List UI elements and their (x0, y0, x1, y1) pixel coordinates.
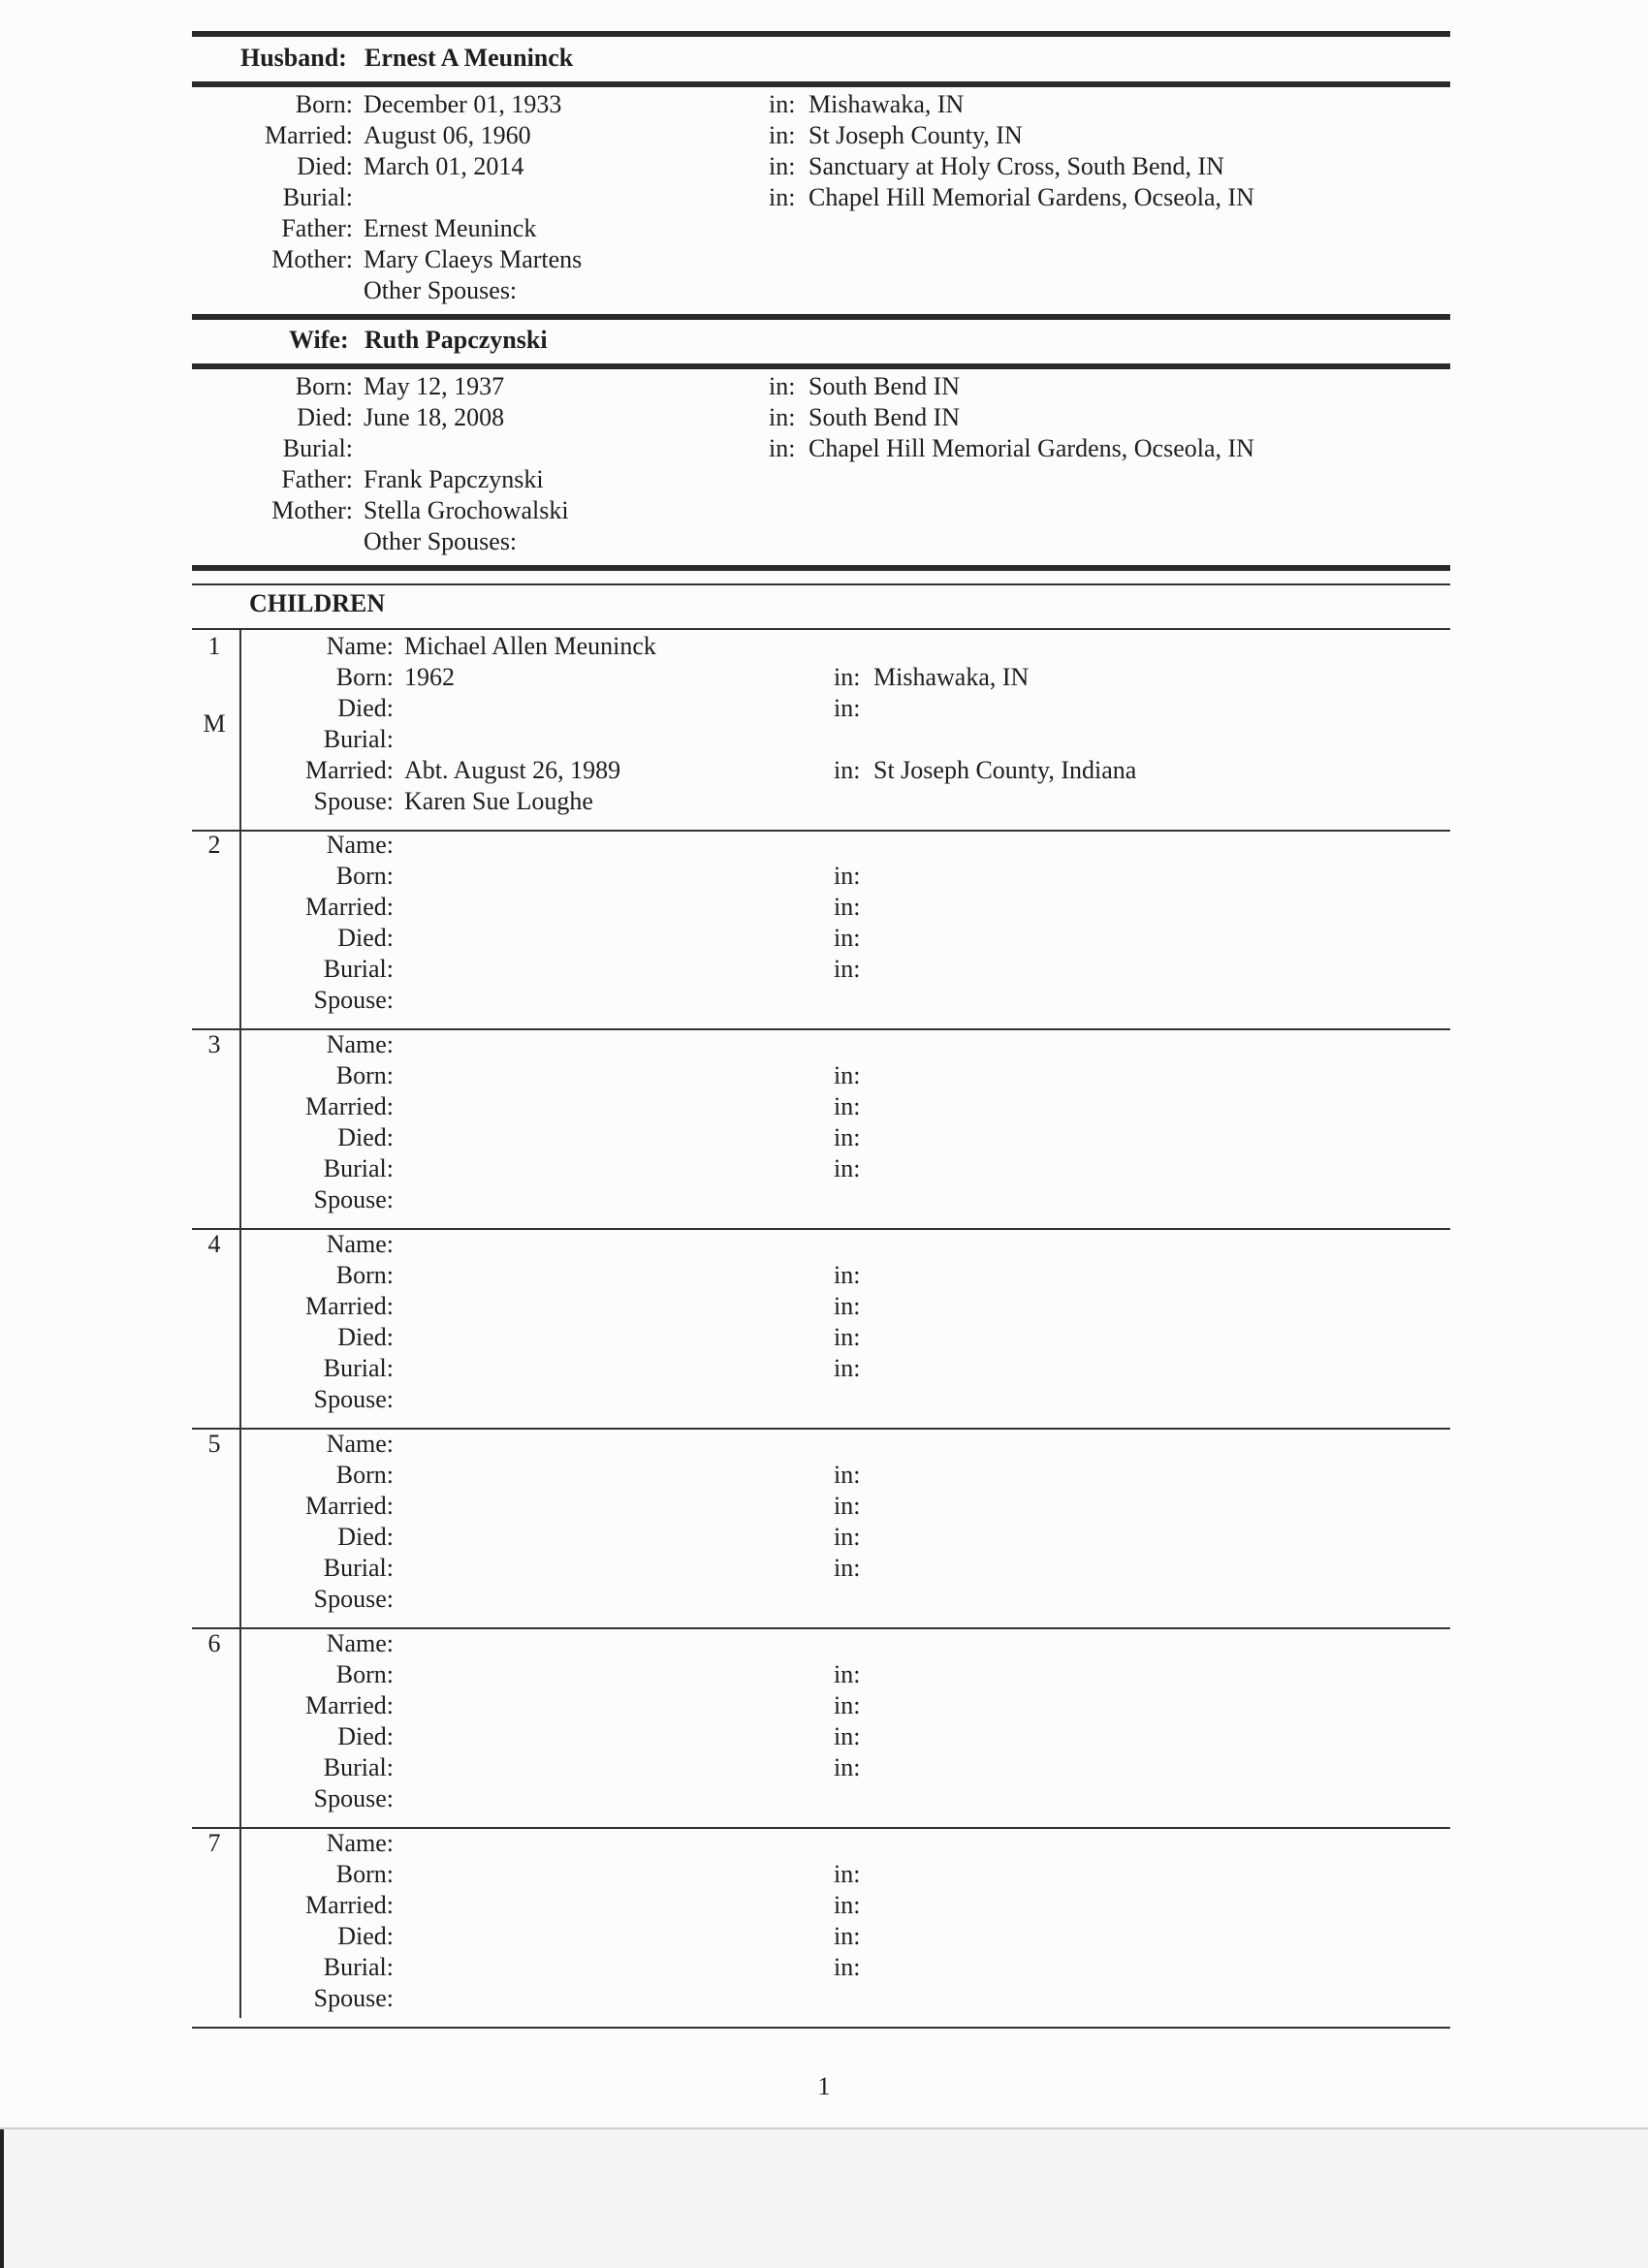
child-number: 7 (207, 1829, 221, 1857)
field-label: Burial: (323, 955, 394, 983)
field-label: Mother: (271, 496, 353, 524)
field-label: Died: (337, 924, 394, 952)
field-label: Died: (297, 152, 353, 180)
in-label: in: (834, 756, 861, 784)
field-label: Name: (326, 1430, 394, 1458)
field-label: Married: (305, 756, 394, 784)
field-label: Name: (326, 831, 394, 859)
in-label: in: (834, 1753, 861, 1781)
place-value: Chapel Hill Memorial Gardens, Ocseola, IN (808, 183, 1254, 211)
place-value: Mishawaka, IN (808, 90, 965, 118)
in-label: in: (834, 1660, 861, 1688)
in-label: in: (834, 1261, 861, 1289)
in-label: in: (769, 372, 796, 400)
field-value: Frank Papczynski (364, 465, 544, 493)
page-number: 1 (817, 2072, 831, 2100)
field-label: Burial: (323, 1753, 394, 1781)
in-label: in: (834, 1523, 861, 1551)
in-label: in: (834, 1061, 861, 1089)
in-label: in: (834, 1554, 861, 1582)
field-label: Born: (335, 1660, 394, 1688)
divider (192, 31, 1450, 37)
field-label: Spouse: (313, 787, 394, 815)
in-label: in: (834, 955, 861, 983)
field-label: Burial: (323, 1953, 394, 1981)
child-number: 4 (207, 1230, 221, 1258)
field-value: Karen Sue Loughe (404, 787, 593, 815)
field-label: Spouse: (313, 1585, 394, 1613)
field-label: Born: (335, 1461, 394, 1489)
field-label: Name: (326, 1829, 394, 1857)
field-label: Died: (297, 403, 353, 431)
in-label: in: (769, 90, 796, 118)
in-label: in: (834, 1922, 861, 1950)
in-label: in: (834, 1123, 861, 1151)
field-label: Born: (335, 663, 394, 691)
child-number: 3 (207, 1030, 221, 1058)
field-label: Name: (326, 632, 394, 660)
place-value: Mishawaka, IN (873, 663, 1030, 691)
scan-edge (0, 2129, 4, 2268)
child-number: 1 (207, 632, 221, 660)
field-value: March 01, 2014 (364, 152, 524, 180)
in-label: in: (834, 1953, 861, 1981)
in-label: in: (834, 1154, 861, 1182)
place-value: South Bend IN (808, 403, 960, 431)
in-label: in: (834, 663, 861, 691)
field-label: Died: (337, 1523, 394, 1551)
field-label: Married: (305, 1492, 394, 1520)
in-label: in: (769, 434, 796, 462)
field-label: Spouse: (313, 986, 394, 1014)
field-label: Burial: (282, 183, 353, 211)
place-value: South Bend IN (808, 372, 960, 400)
field-label: Married: (265, 121, 353, 149)
scan-bottom-margin (0, 2127, 1648, 2268)
field-label: Married: (305, 1292, 394, 1320)
divider (192, 565, 1450, 571)
in-label: in: (834, 1722, 861, 1750)
husband-name: Ernest A Meuninck (364, 44, 574, 72)
in-label: in: (834, 694, 861, 722)
in-label: in: (834, 1354, 861, 1382)
divider (192, 363, 1450, 369)
field-label: Spouse: (313, 1185, 394, 1213)
field-value: Ernest Meuninck (364, 214, 537, 242)
in-label: in: (834, 1461, 861, 1489)
field-label: Burial: (323, 1554, 394, 1582)
place-value: St Joseph County, Indiana (873, 756, 1137, 784)
in-label: in: (834, 1292, 861, 1320)
in-label: in: (769, 403, 796, 431)
wife-other-spouses-label: Other Spouses: (364, 527, 518, 555)
field-label: Born: (335, 862, 394, 890)
field-label: Died: (337, 1123, 394, 1151)
in-label: in: (834, 924, 861, 952)
field-value: December 01, 1933 (364, 90, 562, 118)
field-label: Married: (305, 1891, 394, 1919)
field-label: Burial: (323, 1354, 394, 1382)
child-number: 5 (207, 1430, 221, 1458)
field-label: Name: (326, 1030, 394, 1058)
wife-name: Ruth Papczynski (364, 326, 548, 354)
field-label: Born: (335, 1860, 394, 1888)
field-label: Father: (281, 214, 353, 242)
in-label: in: (834, 1860, 861, 1888)
field-label: Burial: (282, 434, 353, 462)
place-value: Chapel Hill Memorial Gardens, Ocseola, IN (808, 434, 1254, 462)
field-label: Burial: (323, 1154, 394, 1182)
field-label: Spouse: (313, 1784, 394, 1812)
field-value: 1962 (404, 663, 455, 691)
child-sex: M (203, 709, 226, 738)
husband-heading-label: Husband: (240, 44, 347, 72)
field-label: Married: (305, 893, 394, 921)
in-label: in: (834, 1092, 861, 1120)
place-value: St Joseph County, IN (808, 121, 1023, 149)
in-label: in: (834, 1323, 861, 1351)
place-value: Sanctuary at Holy Cross, South Bend, IN (808, 152, 1224, 180)
field-label: Died: (337, 694, 394, 722)
field-value: Mary Claeys Martens (364, 245, 583, 273)
field-value: May 12, 1937 (364, 372, 505, 400)
field-label: Born: (335, 1061, 394, 1089)
field-label: Died: (337, 1722, 394, 1750)
field-label: Married: (305, 1691, 394, 1719)
wife-heading-label: Wife: (289, 326, 349, 354)
in-label: in: (769, 152, 796, 180)
in-label: in: (834, 1891, 861, 1919)
field-label: Mother: (271, 245, 353, 273)
field-label: Born: (295, 372, 353, 400)
in-label: in: (769, 121, 796, 149)
in-label: in: (834, 1691, 861, 1719)
divider (192, 81, 1450, 87)
field-value: Michael Allen Meuninck (404, 632, 656, 660)
field-label: Spouse: (313, 1984, 394, 2012)
in-label: in: (834, 862, 861, 890)
field-label: Died: (337, 1922, 394, 1950)
field-value: August 06, 1960 (364, 121, 531, 149)
field-label: Name: (326, 1230, 394, 1258)
field-label: Born: (335, 1261, 394, 1289)
field-value: June 18, 2008 (364, 403, 505, 431)
children-heading: CHILDREN (249, 589, 386, 617)
field-value: Abt. August 26, 1989 (404, 756, 621, 784)
divider (192, 583, 1450, 585)
child-number: 6 (207, 1629, 221, 1657)
field-label: Name: (326, 1629, 394, 1657)
field-value: Stella Grochowalski (364, 496, 569, 524)
husband-other-spouses-label: Other Spouses: (364, 276, 518, 304)
in-label: in: (769, 183, 796, 211)
field-label: Died: (337, 1323, 394, 1351)
child-number: 2 (207, 831, 221, 859)
field-label: Married: (305, 1092, 394, 1120)
child-divider (192, 2027, 1450, 2029)
in-label: in: (834, 1492, 861, 1520)
field-label: Spouse: (313, 1385, 394, 1413)
in-label: in: (834, 893, 861, 921)
field-label: Father: (281, 465, 353, 493)
field-label: Burial: (323, 725, 394, 753)
field-label: Born: (295, 90, 353, 118)
divider (192, 314, 1450, 320)
divider (192, 628, 1450, 630)
